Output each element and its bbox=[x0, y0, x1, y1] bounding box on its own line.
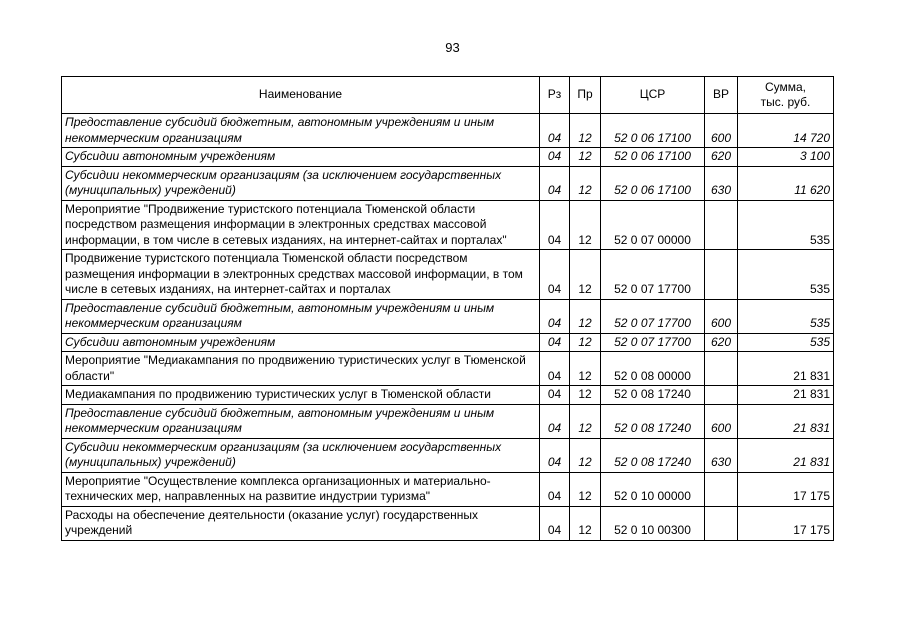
cell-vr bbox=[705, 200, 738, 250]
cell-csr: 52 0 10 00300 bbox=[601, 506, 705, 540]
header-pr: Пр bbox=[570, 77, 601, 114]
table-row bbox=[62, 352, 834, 386]
header-sum-line2: тыс. руб. bbox=[760, 95, 811, 109]
cell-name: Медиакампания по продвижению туристических услуг в Тюменской области bbox=[62, 386, 540, 405]
cell-rz: 04 bbox=[540, 333, 570, 352]
table-row bbox=[62, 506, 834, 540]
cell-sum: 535 bbox=[738, 299, 834, 333]
cell-sum: 21 831 bbox=[738, 404, 834, 438]
cell-name: Предоставление субсидий бюджетным, автономным учреждениям и иным некоммерческим организациям bbox=[62, 114, 540, 148]
cell-rz: 04 bbox=[540, 148, 570, 167]
table-row bbox=[62, 333, 834, 352]
cell-sum: 21 831 bbox=[738, 386, 834, 405]
cell-csr: 52 0 07 17700 bbox=[601, 333, 705, 352]
header-vr: ВР bbox=[705, 77, 738, 114]
cell-name: Расходы на обеспечение деятельности (оказание услуг) государственных учреждений bbox=[62, 506, 540, 540]
cell-sum: 11 620 bbox=[738, 166, 834, 200]
cell-name: Предоставление субсидий бюджетным, автономным учреждениям и иным некоммерческим организациям bbox=[62, 404, 540, 438]
cell-csr: 52 0 06 17100 bbox=[601, 148, 705, 167]
cell-csr: 52 0 08 17240 bbox=[601, 438, 705, 472]
table-row bbox=[62, 472, 834, 506]
table-row bbox=[62, 200, 834, 250]
cell-vr: 630 bbox=[705, 438, 738, 472]
cell-rz: 04 bbox=[540, 438, 570, 472]
cell-rz: 04 bbox=[540, 472, 570, 506]
cell-name: Субсидии автономным учреждениям bbox=[62, 148, 540, 167]
header-sum bbox=[738, 77, 834, 114]
cell-sum: 535 bbox=[738, 250, 834, 300]
cell-vr bbox=[705, 352, 738, 386]
cell-csr: 52 0 08 17240 bbox=[601, 386, 705, 405]
cell-csr: 52 0 07 17700 bbox=[601, 250, 705, 300]
cell-csr: 52 0 08 17240 bbox=[601, 404, 705, 438]
cell-rz: 04 bbox=[540, 352, 570, 386]
cell-sum: 21 831 bbox=[738, 438, 834, 472]
cell-rz: 04 bbox=[540, 200, 570, 250]
cell-rz: 04 bbox=[540, 114, 570, 148]
cell-sum: 21 831 bbox=[738, 352, 834, 386]
table-row bbox=[62, 114, 834, 148]
cell-vr: 620 bbox=[705, 333, 738, 352]
cell-pr: 12 bbox=[570, 299, 601, 333]
cell-sum: 17 175 bbox=[738, 472, 834, 506]
cell-pr: 12 bbox=[570, 200, 601, 250]
cell-pr: 12 bbox=[570, 386, 601, 405]
cell-vr bbox=[705, 250, 738, 300]
cell-pr: 12 bbox=[570, 404, 601, 438]
cell-name: Субсидии некоммерческим организациям (за исключением государственных (муниципальных) учреждений) bbox=[62, 166, 540, 200]
cell-name: Мероприятие "Продвижение туристского потенциала Тюменской области посредством размещения информации в электронных средствах массовой информации, в том числе в сетевых изданиях, на интернет-сайтах и порталах" bbox=[62, 200, 540, 250]
header-rz: Рз bbox=[540, 77, 570, 114]
cell-rz: 04 bbox=[540, 506, 570, 540]
cell-vr: 600 bbox=[705, 299, 738, 333]
table-row bbox=[62, 148, 834, 167]
cell-csr: 52 0 06 17100 bbox=[601, 114, 705, 148]
cell-pr: 12 bbox=[570, 114, 601, 148]
table-header-row bbox=[62, 77, 834, 114]
table-body bbox=[62, 114, 834, 541]
cell-pr: 12 bbox=[570, 250, 601, 300]
cell-sum: 535 bbox=[738, 200, 834, 250]
cell-vr: 600 bbox=[705, 404, 738, 438]
cell-vr bbox=[705, 472, 738, 506]
cell-name: Субсидии некоммерческим организациям (за исключением государственных (муниципальных) учреждений) bbox=[62, 438, 540, 472]
cell-name: Мероприятие "Медиакампания по продвижению туристических услуг в Тюменской области" bbox=[62, 352, 540, 386]
table-row bbox=[62, 386, 834, 405]
cell-rz: 04 bbox=[540, 299, 570, 333]
cell-name: Мероприятие "Осуществление комплекса организационных и материально-технических мер, направленных на развитие индустрии туризма" bbox=[62, 472, 540, 506]
cell-rz: 04 bbox=[540, 404, 570, 438]
table-row bbox=[62, 438, 834, 472]
cell-csr: 52 0 10 00000 bbox=[601, 472, 705, 506]
cell-pr: 12 bbox=[570, 506, 601, 540]
header-sum-line1: Сумма, bbox=[764, 79, 807, 94]
cell-csr: 52 0 07 00000 bbox=[601, 200, 705, 250]
cell-pr: 12 bbox=[570, 472, 601, 506]
cell-sum: 17 175 bbox=[738, 506, 834, 540]
budget-table bbox=[61, 76, 834, 541]
cell-name: Продвижение туристского потенциала Тюменской области посредством размещения информации в электронных средствах массовой информации, в том числе в сетевых изданиях, на интернет-сайтах и порталах bbox=[62, 250, 540, 300]
cell-csr: 52 0 06 17100 bbox=[601, 166, 705, 200]
cell-csr: 52 0 08 00000 bbox=[601, 352, 705, 386]
header-csr: ЦСР bbox=[601, 77, 705, 114]
cell-vr bbox=[705, 506, 738, 540]
table-row bbox=[62, 299, 834, 333]
table-row bbox=[62, 404, 834, 438]
cell-vr: 630 bbox=[705, 166, 738, 200]
cell-sum: 535 bbox=[738, 333, 834, 352]
cell-csr: 52 0 07 17700 bbox=[601, 299, 705, 333]
cell-rz: 04 bbox=[540, 166, 570, 200]
cell-sum: 14 720 bbox=[738, 114, 834, 148]
cell-rz: 04 bbox=[540, 250, 570, 300]
cell-vr: 600 bbox=[705, 114, 738, 148]
cell-pr: 12 bbox=[570, 333, 601, 352]
cell-pr: 12 bbox=[570, 438, 601, 472]
page-number: 93 bbox=[445, 40, 460, 55]
cell-vr: 620 bbox=[705, 148, 738, 167]
cell-sum: 3 100 bbox=[738, 148, 834, 167]
cell-vr bbox=[705, 386, 738, 405]
cell-rz: 04 bbox=[540, 386, 570, 405]
cell-name: Субсидии автономным учреждениям bbox=[62, 333, 540, 352]
cell-pr: 12 bbox=[570, 166, 601, 200]
cell-pr: 12 bbox=[570, 148, 601, 167]
table-row bbox=[62, 166, 834, 200]
header-name: Наименование bbox=[62, 77, 540, 114]
table-row bbox=[62, 250, 834, 300]
cell-pr: 12 bbox=[570, 352, 601, 386]
cell-name: Предоставление субсидий бюджетным, автономным учреждениям и иным некоммерческим организациям bbox=[62, 299, 540, 333]
